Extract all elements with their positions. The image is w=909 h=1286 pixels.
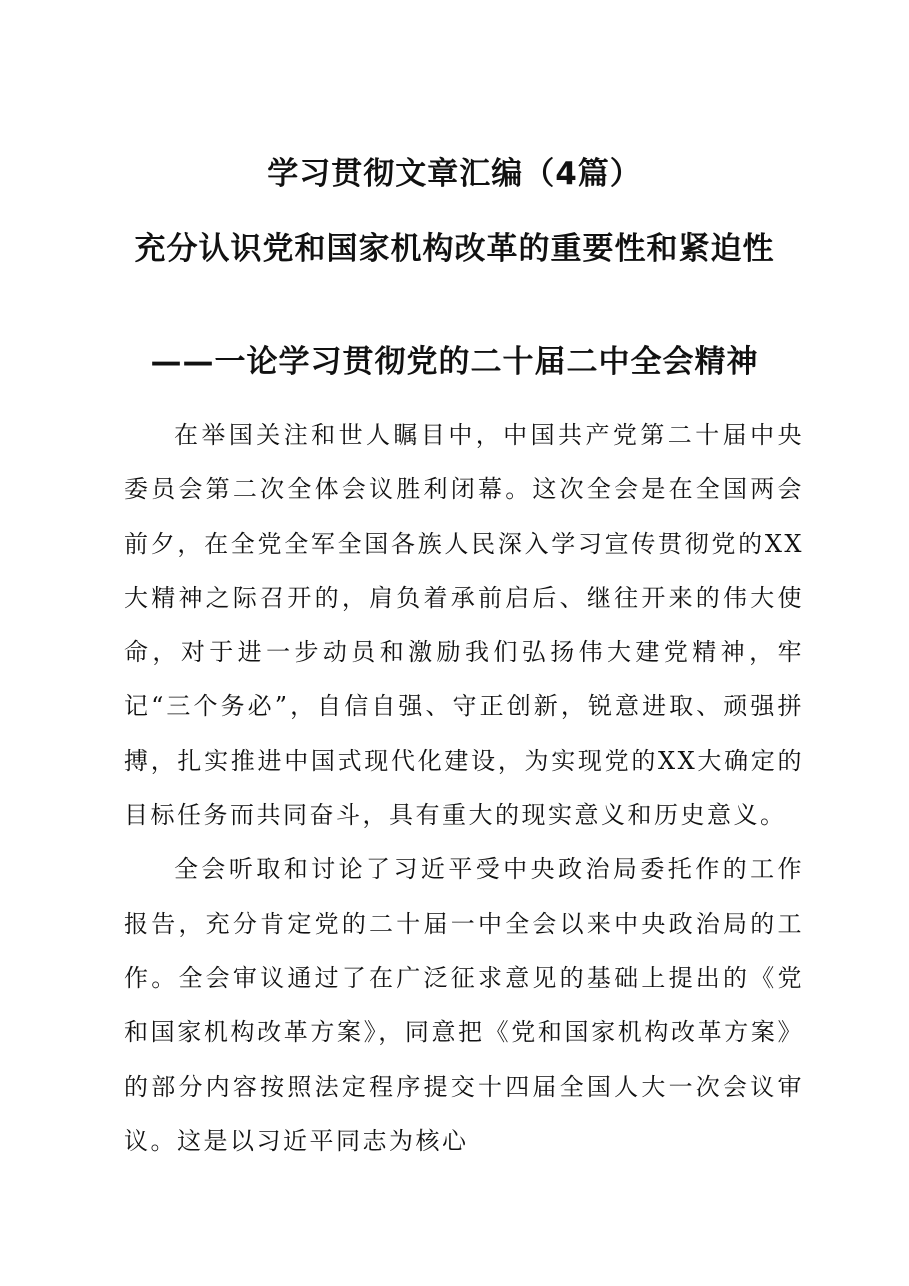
article-body xyxy=(124,408,804,1168)
article-title: 充分认识党和国家机构改革的重要性和紧迫性 xyxy=(134,231,775,267)
article-subtitle: ——一论学习贯彻党的二十届二中全会精神 xyxy=(150,344,759,380)
body-paragraph: 在举国关注和世人瞩目中，中国共产党第二十届中央委员会第二次全体会议胜利闭幕。这次全会是在全国两会前夕，在全党全军全国各族人民深入学习宣传贯彻党的XX大精神之际召开的，肩负着承前启后、继往开来的伟大使命，对于进一步动员和激励我们弘扬伟大建党精神，牢记“三个务必”，自信自强、守正创新，锐意进取、顽强拼搏，扎实推进中国式现代化建设，为实现党的XX大确定的目标任务而共同奋斗，具有重大的现实意义和历史意义。 xyxy=(124,421,804,830)
body-paragraph: 全会听取和讨论了习近平受中央政治局委托作的工作报告，充分肯定党的二十届一中全会以来中央政治局的工作。全会审议通过了在广泛征求意见的基础上提出的《党和国家机构改革方案》，同意把《党和国家机构改革方案》的部分内容按照法定程序提交十四届全国人大一次会议审议。这是以习近平同志为核心 xyxy=(124,855,804,1155)
collection-title: 学习贯彻文章汇编（4篇） xyxy=(267,156,642,192)
